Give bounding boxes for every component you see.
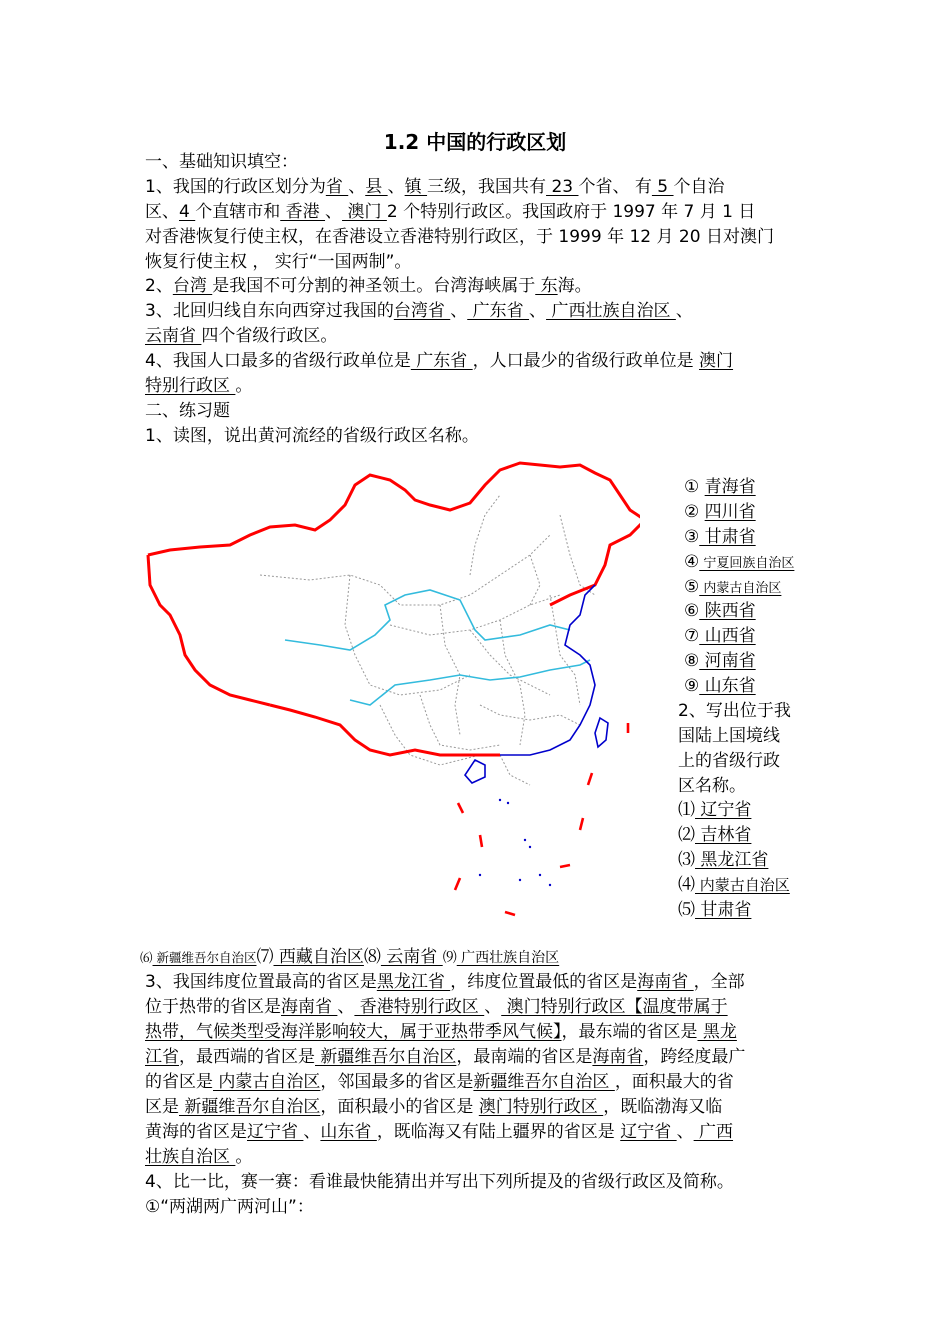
- yellow-river-item: [684, 599, 756, 624]
- yellow-river-item: [684, 500, 756, 525]
- q3-line-1: [145, 299, 810, 324]
- item-number: ⑴: [678, 800, 695, 820]
- ex3-line-3: [145, 1020, 810, 1045]
- border-province-item: [678, 823, 751, 848]
- southern-land-border: [270, 705, 500, 755]
- island: [524, 839, 526, 841]
- answer: 西藏自治区: [273, 947, 364, 967]
- exercise-2-prompt-line: 上的省级行政: [678, 751, 780, 771]
- yellow-river-item: [684, 575, 781, 602]
- item-number: ①: [684, 477, 700, 497]
- dash: [580, 818, 583, 830]
- yellow-river-item: [684, 624, 756, 649]
- text: ，全部: [693, 972, 745, 992]
- answer: 台湾: [172, 276, 213, 296]
- answer: 新疆维吾尔自治区: [473, 1072, 615, 1092]
- answer: 广西壮族自治区: [546, 301, 676, 321]
- text: 、: [675, 301, 693, 321]
- yellow-river-item: [684, 674, 756, 699]
- text: 是我国不可分割的神圣领土。台湾海峡属于: [212, 276, 536, 296]
- text: ，面积最大的省: [614, 1072, 734, 1092]
- q1-line-4: 恢复行使主权 ， 实行“一国两制”。: [145, 252, 412, 272]
- item-number: ⑥: [684, 601, 700, 621]
- answer: 陕西省: [699, 601, 756, 621]
- yellow-river-item: [684, 475, 756, 500]
- yellow-river-item: [684, 525, 756, 550]
- border-province-item: [678, 873, 790, 898]
- text: ，既临渤海又临: [603, 1097, 723, 1117]
- answer: 内蒙古自治区: [213, 1072, 321, 1092]
- border-province-item: [678, 848, 768, 873]
- answer: 辽宁省: [695, 800, 752, 820]
- item-number: ⑦: [684, 626, 700, 646]
- boundary-line: [500, 755, 530, 785]
- text: 、: [325, 202, 343, 222]
- answer: 辽宁省: [247, 1122, 304, 1142]
- yellow-river-line: [285, 590, 570, 650]
- dash: [480, 835, 482, 847]
- island: [549, 884, 551, 886]
- answer: 甘肃省: [695, 900, 752, 920]
- text: ，纬度位置最低的省区是: [450, 972, 638, 992]
- rivers: [285, 590, 590, 705]
- border-province-row: [140, 945, 820, 971]
- ex3-line-8: [145, 1145, 810, 1170]
- text: ，邻国最多的省区是: [320, 1072, 474, 1092]
- text: 个自治: [673, 177, 725, 197]
- item-number: ⑺: [256, 947, 274, 967]
- taiwan-island: [595, 718, 608, 747]
- china-map: [140, 455, 640, 925]
- island: [519, 879, 521, 881]
- item-number: ⑨: [684, 676, 700, 696]
- boundary-line: [470, 495, 500, 575]
- boundary-line: [550, 595, 580, 705]
- item-number: ⑸: [678, 900, 695, 920]
- text: 三级，我国共有: [427, 177, 547, 197]
- text: ，最东端的省区是: [561, 1022, 698, 1042]
- answer: 5: [651, 177, 674, 197]
- text: 四个省级行政区。: [201, 326, 338, 346]
- answer: 海南省: [281, 997, 338, 1017]
- answer: 特别行政区: [145, 376, 236, 396]
- answer: 黑龙江省: [695, 850, 769, 870]
- exercise-1-prompt: 1、读图，说出黄河流经的省级行政区名称。: [145, 426, 479, 446]
- item-number: ⑼: [442, 950, 457, 966]
- answer: 海南省: [637, 972, 694, 992]
- answer: 东: [535, 276, 558, 296]
- answer: 广东省: [467, 301, 530, 321]
- text: 4、我国人口最多的省级行政单位是: [145, 351, 411, 371]
- text: 。: [235, 1147, 253, 1167]
- section-heading-exercises: 二、练习题: [145, 401, 230, 421]
- item-number: ⑤: [684, 577, 700, 597]
- islands: [479, 799, 551, 886]
- q3-line-2: [145, 324, 810, 349]
- answer: 澳门: [342, 202, 387, 222]
- exercise-4-item-1: ①“两湖两广两河山”：: [145, 1197, 314, 1217]
- page-title: 1.2 中国的行政区划: [383, 130, 567, 154]
- text: 区是: [145, 1097, 179, 1117]
- text: 2、: [145, 276, 173, 296]
- answer: 山东省: [699, 676, 756, 696]
- q4-line-2: [145, 374, 810, 399]
- q2-line: [145, 274, 810, 299]
- boundary-line: [480, 705, 580, 725]
- q1-line-3: 对香港恢复行使主权，在香港设立香港特别行政区，于 1999 年 12 月 20 日对澳门: [145, 227, 774, 247]
- item-number: ⑶: [678, 850, 695, 870]
- answer: 内蒙古自治区: [695, 876, 790, 894]
- dash: [455, 878, 460, 890]
- answer: 江省: [145, 1047, 179, 1067]
- text: 位于热带的省区是: [145, 997, 281, 1017]
- dash: [505, 912, 515, 915]
- exercise-2-prompt-line: 国陆上国境线: [678, 726, 780, 746]
- ex3-line-7: [145, 1120, 810, 1145]
- answer: 4: [179, 202, 196, 222]
- text: 海。: [557, 276, 592, 296]
- yellow-river-item: [684, 649, 756, 674]
- text: 区、: [145, 202, 179, 222]
- dash: [458, 803, 463, 813]
- answer: 云南省: [380, 947, 443, 967]
- island: [529, 846, 531, 848]
- answer: 广西壮族自治区: [456, 950, 560, 966]
- answer: 广东省: [410, 351, 473, 371]
- answer: 青海省: [704, 477, 756, 497]
- text: ，人口最少的省级行政单位是: [472, 351, 700, 371]
- answer: 澳门特别行政区: [478, 1097, 604, 1117]
- boundary-line: [500, 620, 525, 745]
- item-number: ⑹: [140, 950, 153, 965]
- answer: 黑龙江省: [376, 972, 451, 992]
- answer: 新疆维吾尔自治区: [152, 950, 257, 965]
- answer: 23: [546, 177, 579, 197]
- text: 个省、 有: [578, 177, 652, 197]
- answer: 香港特别行政区: [354, 997, 485, 1017]
- yangtze-river-line: [350, 660, 590, 705]
- text: 。: [235, 376, 253, 396]
- item-number: ③: [684, 527, 700, 547]
- item-number: ②: [684, 502, 700, 522]
- text: 个直辖市和: [195, 202, 281, 222]
- answer: 甘肃省: [699, 527, 756, 547]
- text: 、: [676, 1122, 694, 1142]
- answer: 广西: [693, 1122, 734, 1142]
- answer: 省: [325, 177, 349, 197]
- text: 、: [484, 997, 502, 1017]
- ex3-line-2: [145, 995, 810, 1020]
- text: 3、北回归线自东向西穿过我国的: [145, 301, 394, 321]
- boundary-line: [420, 695, 500, 750]
- boundary-line: [470, 630, 550, 695]
- answer: 新疆维吾尔自治区: [315, 1047, 457, 1067]
- answer: 黑龙: [697, 1022, 737, 1042]
- q1-line-2: [145, 200, 810, 225]
- answer: 宁夏回族自治区: [699, 556, 795, 571]
- answer: 四川省: [704, 502, 756, 522]
- answer: 山西省: [699, 626, 756, 646]
- island: [507, 802, 509, 804]
- answer: 镇: [404, 177, 428, 197]
- text: 、: [450, 301, 468, 321]
- boundary-line: [560, 515, 595, 595]
- answer: 云南省: [145, 326, 202, 346]
- answer: 香港: [280, 202, 326, 222]
- text: ，最南端的省区是: [456, 1047, 593, 1067]
- ex3-line-4: [145, 1045, 810, 1070]
- boundary-line: [530, 555, 540, 605]
- item-number: ⑧: [684, 651, 700, 671]
- ex3-line-6: [145, 1095, 810, 1120]
- ex3-line-5: [145, 1070, 810, 1095]
- text: 的省区是: [145, 1072, 213, 1092]
- border-province-item: [678, 798, 751, 823]
- text: 、: [348, 177, 366, 197]
- text: 2 个特别行政区。我国政府于 1997 年 7 月 1 日: [386, 202, 756, 222]
- item-number: ④: [684, 552, 700, 572]
- answer: 吉林省: [695, 825, 752, 845]
- exercise-4-prompt: 4、比一比，赛一赛：看谁最快能猜出并写出下列所提及的省级行政区及简称。: [145, 1172, 734, 1192]
- text: 、: [529, 301, 547, 321]
- answer: 壮族自治区: [145, 1147, 236, 1167]
- q4-line-1: [145, 349, 810, 374]
- answer: 河南省: [699, 651, 756, 671]
- answer: 澳门: [699, 351, 734, 371]
- hainan-island: [465, 760, 485, 783]
- text: 、: [387, 177, 405, 197]
- dash: [560, 865, 570, 867]
- exercise-2-prompt-line: 2、写出位于我: [678, 701, 791, 721]
- island: [479, 874, 481, 876]
- yellow-river-item: [684, 550, 794, 577]
- answer: 山东省: [320, 1122, 377, 1142]
- answer: 县: [365, 177, 388, 197]
- text: ，最西端的省区是: [179, 1047, 315, 1067]
- text: ，既临海又有陆上疆界的省区是: [376, 1122, 621, 1142]
- border-province-item: [678, 898, 751, 923]
- answer: 热带，气候类型受海洋影响较大，属于亚热带季风气候】: [145, 1022, 562, 1042]
- q1-line-1: [145, 175, 810, 200]
- ex3-line-1: [145, 970, 810, 995]
- answer: 台湾省: [393, 301, 451, 321]
- text: ，面积最小的省区是: [320, 1097, 479, 1117]
- answer: 辽宁省: [620, 1122, 677, 1142]
- answer: 海南省: [592, 1047, 644, 1067]
- province-boundaries: [260, 495, 595, 785]
- land-border: [148, 463, 640, 705]
- answer: 内蒙古自治区: [699, 581, 782, 596]
- text: ，跨经度最广: [643, 1047, 746, 1067]
- island: [539, 874, 541, 876]
- text: 黄海的省区是: [145, 1122, 247, 1142]
- section-heading-basics: 一、基础知识填空：: [145, 152, 298, 172]
- boundary-line: [440, 605, 460, 735]
- answer: 新疆维吾尔自治区: [179, 1097, 321, 1117]
- text: 3、我国纬度位置最高的省区是: [145, 972, 377, 992]
- answer: 澳门特别行政区【温度带属于: [501, 997, 728, 1017]
- dash: [588, 773, 592, 785]
- island: [499, 799, 501, 801]
- text: 、: [303, 1122, 321, 1142]
- text: 、: [337, 997, 355, 1017]
- exercise-2-prompt-line: 区名称。: [678, 776, 746, 796]
- text: 1、我国的行政区划分为: [145, 177, 326, 197]
- item-number: ⑵: [678, 825, 695, 845]
- item-number: ⑻: [363, 947, 381, 967]
- item-number: ⑷: [678, 875, 695, 895]
